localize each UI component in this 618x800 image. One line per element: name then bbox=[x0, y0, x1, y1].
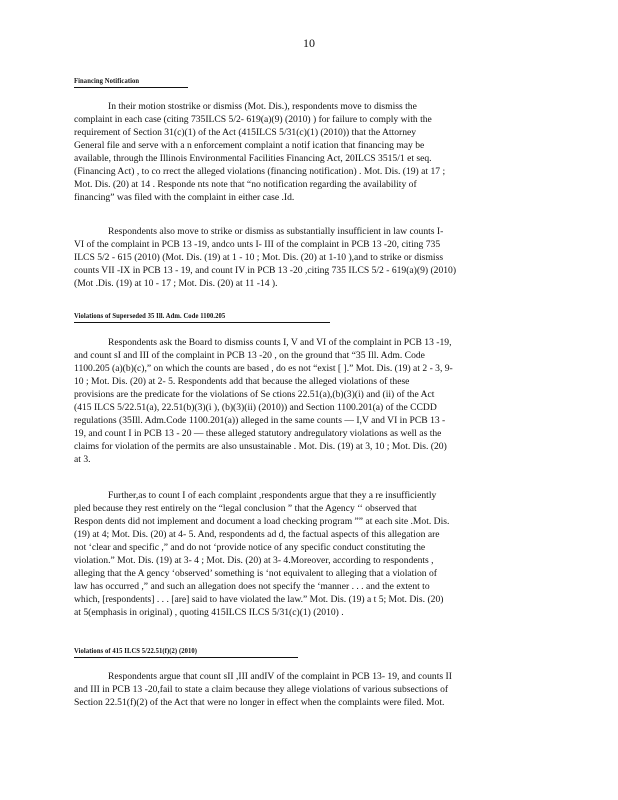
text-line: and III in PCB 13 -20,fail to state a claim because they allege violations of various subsections of bbox=[74, 684, 449, 696]
section-heading-415-ilcs: Violations of 415 ILCS 5/22.51(f)(2) (2010) bbox=[74, 646, 198, 655]
text-line: 19, and count I in PCB 13 - 20 — these alleged statutory andregulatory violations as well as the bbox=[74, 428, 442, 440]
text-line: which, [respondents] . . . [are] said to have violated the law.” Mot. Dis. (19) a t 5; Mot. Dis. (20) bbox=[74, 594, 444, 606]
text-line: regulations (35Ill. Adm.Code 1100.201(a)) alleged in the same counts — I,V and VI in PCB 13 - bbox=[74, 415, 446, 427]
text-line: 1100.205 (a)(b)(c),” on which the counts are based , do es not “exist [ ].” Mot. Dis. (19) at 2 - 3, 9- bbox=[74, 363, 453, 375]
text-line: VI of the complaint in PCB 13 -19, andco unts I- III of the complaint in PCB 13 -20, citing 735 bbox=[74, 239, 441, 251]
heading-underline bbox=[74, 87, 188, 88]
text-line: not ‘clear and specific ,” and do not ‘provide notice of any specific conduct constituting the bbox=[74, 542, 426, 554]
paragraph-insufficient-in-law bbox=[74, 225, 544, 290]
text-line: Section 22.51(f)(2) of the Act that were no longer in effect when the complaints were filed. Mot. bbox=[74, 697, 445, 709]
paragraph-superseded-regulation bbox=[74, 336, 544, 466]
text-line: counts VII -IX in PCB 13 - 19, and count IV in PCB 13 -20 ,citing 735 ILCS 5/2 - 619(a)(9) (2010) bbox=[74, 265, 457, 277]
text-line: Further,as to count I of each complaint ,respondents argue that they a re insufficiently bbox=[108, 490, 437, 501]
text-line: financing” was filed with the complaint in either case .Id. bbox=[74, 192, 295, 204]
text-line: pled because they rest entirely on the “legal conclusion ” that the Agency ‘‘ observed that bbox=[74, 503, 417, 515]
text-line: ILCS 5/2 - 615 (2010) (Mot. Dis. (19) at 1 - 10 ; Mot. Dis. (20) at 1-10 ),and to strike or dismiss bbox=[74, 252, 444, 264]
text-line: (415 ILCS 5/22.51(a), 22.51(b)(3)(i ), (b)(3)(ii) (2010)) and Section 1100.201(a) of the CCDD bbox=[74, 402, 437, 414]
text-line: at 3. bbox=[74, 454, 91, 466]
text-line: Respondents ask the Board to dismiss counts I, V and VI of the complaint in PCB 13 -19, bbox=[108, 337, 452, 348]
text-line: (19) at 4; Mot. Dis. (20) at 4- 5. And, respondents ad d, the factual aspects of this allegation are bbox=[74, 529, 440, 541]
text-line: claims for violation of the permits are also unsustainable . Mot. Dis. (19) at 3, 10 ; Mot. Dis. (20) bbox=[74, 441, 447, 453]
paragraph-insufficiently-pled bbox=[74, 489, 544, 619]
text-line: at 5(emphasis in original) , quoting 415ILCS ILCS 5/31(c)(1) (2010) . bbox=[74, 607, 344, 619]
text-line: requirement of Section 31(c)(1) of the Act (415ILCS 5/31(c)(1) (2010)) that the Attorney bbox=[74, 127, 417, 139]
section-heading-financing-notification: Financing Notification bbox=[74, 76, 140, 85]
section-heading-superseded-regulation: Violations of Superseded 35 Ill. Adm. Code 1100.205 bbox=[74, 311, 226, 320]
paragraph-financing-notification bbox=[74, 100, 544, 204]
text-line: and count sI and III of the complaint in PCB 13 -20 , on the ground that “35 Ill. Adm. Code bbox=[74, 350, 425, 362]
text-line: Respon dents did not implement and document a load checking program ”” at each site .Mot. Dis. bbox=[74, 516, 450, 528]
heading-underline bbox=[74, 322, 330, 323]
text-line: law has occurred ,” and such an allegation does not specify the ‘manner . . . and the extent to bbox=[74, 581, 430, 593]
text-line: available, through the Illinois Environmental Facilities Financing Act, 20ILCS 3515/1 et seq. bbox=[74, 153, 432, 165]
text-line: 10 ; Mot. Dis. (20) at 2- 5. Respondents add that because the alleged violations of these bbox=[74, 376, 410, 388]
text-line: General file and serve with a n enforcement complaint a notif ication that financing may be bbox=[74, 140, 425, 152]
text-line: complaint in each case (citing 735ILCS 5/2- 619(a)(9) (2010) ) for failure to comply with the bbox=[74, 114, 432, 126]
text-line: provisions are the predicate for the violations of Se ctions 22.51(a),(b)(3)(i) and (ii) of the Act bbox=[74, 389, 435, 401]
text-line: (Financing Act) , to co rrect the alleged violations (financing notification) . Mot. Dis. (19) at 17 ; bbox=[74, 166, 446, 178]
text-line: In their motion stostrike or dismiss (Mot. Dis.), respondents move to dismiss the bbox=[108, 101, 417, 112]
text-line: alleging that the A gency ‘observed’ something is ‘not equivalent to alleging that a violation of bbox=[74, 568, 437, 580]
page-number: 10 bbox=[303, 36, 315, 50]
text-line: Mot. Dis. (20) at 14 . Responde nts note that “no notification regarding the availability of bbox=[74, 179, 417, 191]
paragraph-415-ilcs bbox=[74, 670, 544, 709]
text-line: Respondents argue that count sII ,III andIV of the complaint in PCB 13- 19, and counts II bbox=[108, 671, 452, 682]
text-line: violation.” Mot. Dis. (19) at 3- 4 ; Mot. Dis. (20) at 3- 4.Moreover, according to respondents , bbox=[74, 555, 434, 567]
text-line: (Mot .Dis. (19) at 10 - 17 ; Mot. Dis. (20) at 11 -14 ). bbox=[74, 278, 278, 290]
text-line: Respondents also move to strike or dismiss as substantially insufficient in law counts I- bbox=[108, 226, 444, 237]
heading-underline bbox=[74, 657, 298, 658]
